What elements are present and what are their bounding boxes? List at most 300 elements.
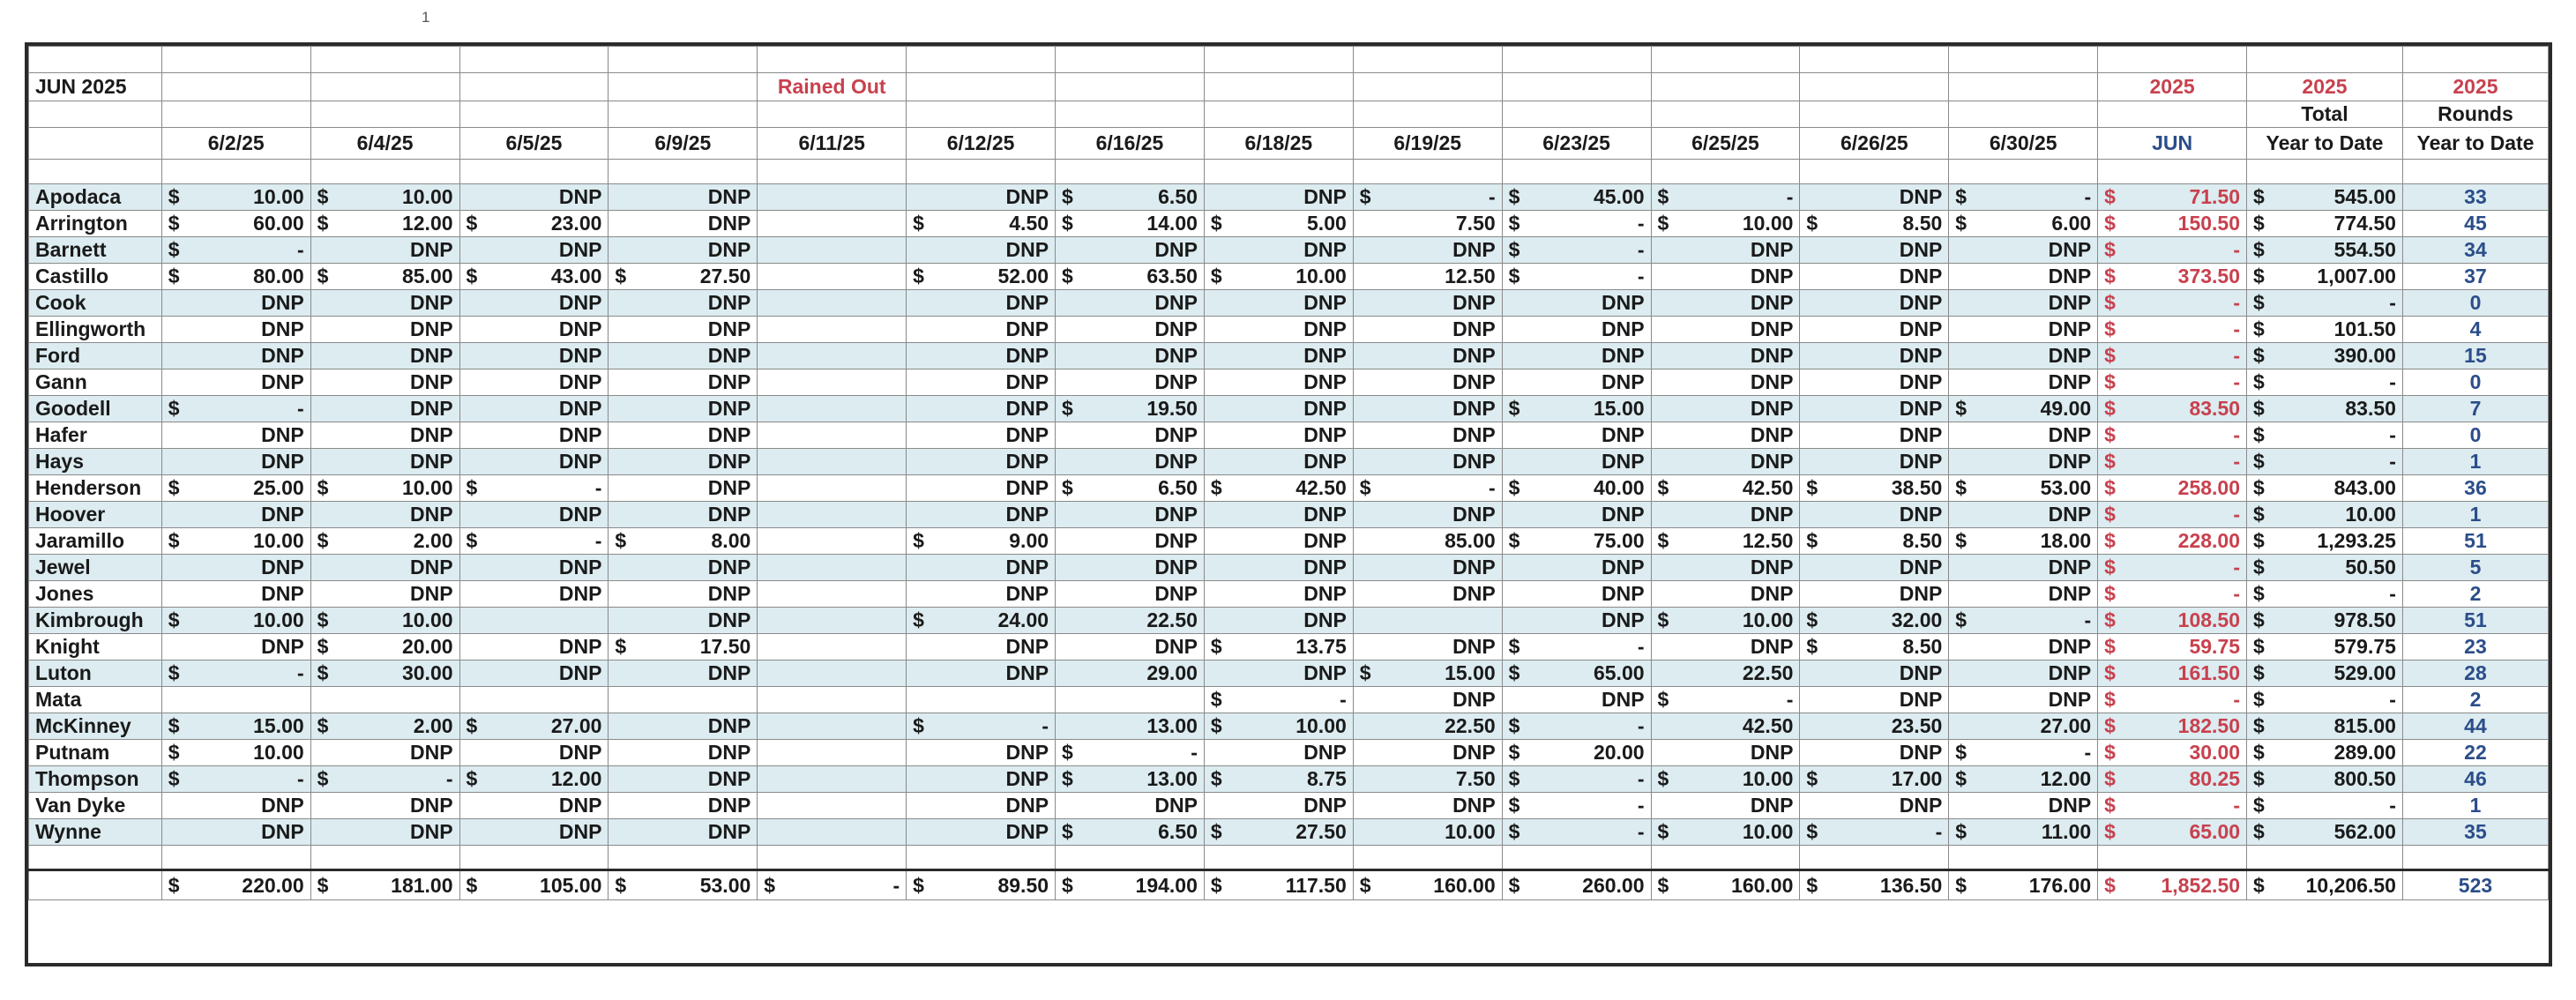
score-cell [310, 581, 459, 608]
cell-content [1806, 582, 1942, 606]
dollar-sign: $ [2104, 741, 2116, 764]
score-cell [1204, 634, 1353, 660]
empty-cell [609, 846, 758, 870]
cell-content [2253, 238, 2396, 262]
cell-content [1062, 238, 1198, 262]
score-cell [1204, 528, 1353, 555]
score-cell [1949, 555, 2098, 581]
dollar-sign: $ [1955, 820, 1967, 843]
cell-content [615, 291, 750, 315]
amount: 12.00 [2040, 767, 2092, 790]
rounds-cell: 36 [2402, 475, 2548, 502]
score-cell [1800, 793, 1949, 819]
amount: DNP [1899, 688, 1943, 711]
cell-content [467, 529, 602, 553]
dollar-sign: $ [2253, 317, 2265, 340]
jun-total-cell [2098, 449, 2247, 475]
dollar-sign: $ [913, 608, 924, 631]
date-header: 6/25/25 [1651, 128, 1800, 160]
amount: - [445, 767, 453, 790]
score-cell [1056, 608, 1205, 634]
cell-content [168, 767, 304, 791]
score-cell [310, 793, 459, 819]
score-cell [1502, 766, 1651, 793]
dollar-sign: $ [168, 608, 180, 631]
cell-content [913, 661, 1049, 685]
amount: DNP [409, 291, 453, 314]
dollar-sign: $ [615, 635, 627, 658]
cell-content [1211, 608, 1347, 632]
score-cell [310, 475, 459, 502]
amount: DNP [1452, 503, 1496, 526]
amount: DNP [558, 635, 602, 658]
amount: DNP [707, 741, 751, 764]
amount: DNP [707, 397, 751, 420]
cell-content [615, 820, 750, 844]
score-cell [1651, 608, 1800, 634]
player-name: Arrington [29, 211, 162, 237]
amount: - [296, 767, 304, 790]
dollar-sign: $ [2253, 212, 2265, 235]
score-cell [1949, 290, 2098, 317]
dollar-sign: $ [1210, 476, 1222, 499]
player-name: Wynne [29, 819, 162, 846]
amount: DNP [1005, 317, 1049, 340]
player-name: Cook [29, 290, 162, 317]
table-row [29, 634, 2549, 660]
empty-cell [1056, 687, 1205, 713]
score-cell [161, 396, 310, 422]
score-cell [459, 793, 609, 819]
jun-total-cell [2098, 211, 2247, 237]
dollar-sign: $ [1359, 661, 1371, 684]
jun-total-cell [2098, 422, 2247, 449]
amount: 49.00 [2040, 397, 2092, 420]
cell-content [467, 317, 602, 341]
dollar-sign: $ [1508, 767, 1520, 790]
dollar-sign: $ [1062, 767, 1073, 790]
score-cell [1949, 634, 2098, 660]
dollar-sign: $ [1508, 873, 1520, 897]
score-cell [161, 290, 310, 317]
dollar-sign: $ [2104, 635, 2116, 658]
cell-content [1062, 397, 1198, 421]
cell-content [1211, 582, 1347, 606]
score-cell [1800, 396, 1949, 422]
cell-content [913, 714, 1049, 738]
blank-row [29, 47, 2549, 73]
amount: DNP [558, 741, 602, 764]
cell-content [2104, 397, 2240, 421]
amount: DNP [1154, 238, 1198, 261]
jun-total-cell [2098, 184, 2247, 211]
amount: DNP [1750, 741, 1794, 764]
cell-content [1955, 450, 2091, 474]
dollar-sign: $ [466, 767, 478, 790]
score-cell [1800, 555, 1949, 581]
cell-content [1509, 608, 1645, 632]
amount: DNP [1154, 794, 1198, 817]
cell-content [317, 741, 453, 765]
amount: DNP [1750, 582, 1794, 605]
cell-content [2253, 317, 2396, 341]
amount: 71.50 [2189, 185, 2241, 208]
score-cell [1353, 211, 1502, 237]
amount: 8.75 [1307, 767, 1347, 790]
amount: - [1042, 714, 1049, 737]
jun-total-cell [2098, 555, 2247, 581]
amount: DNP [707, 714, 751, 737]
dollar-sign: $ [1955, 741, 1967, 764]
amount: - [1786, 185, 1794, 208]
cell-content [317, 291, 453, 315]
amount: 562.00 [2333, 820, 2396, 843]
score-cell [459, 343, 609, 369]
cell-content [1658, 397, 1794, 421]
dollar-sign: $ [1955, 185, 1967, 208]
score-cell [1651, 422, 1800, 449]
amount: DNP [409, 370, 453, 393]
jun-year-header: 2025 [2098, 73, 2247, 101]
cell-content [1360, 582, 1496, 606]
empty-cell [29, 846, 162, 870]
empty-cell [758, 766, 907, 793]
score-cell [310, 317, 459, 343]
dollar-sign: $ [1508, 397, 1520, 420]
amount: - [2389, 423, 2396, 446]
amount: DNP [1601, 450, 1645, 473]
cell-content [2253, 608, 2396, 632]
cell-content [1062, 529, 1198, 553]
amount: DNP [409, 794, 453, 817]
cell-content [1211, 238, 1347, 262]
score-cell [609, 264, 758, 290]
dollar-sign: $ [1210, 688, 1222, 711]
score-cell [1502, 264, 1651, 290]
rounds-cell: 1 [2402, 449, 2548, 475]
jun-total-cell [2098, 317, 2247, 343]
dollar-sign: $ [615, 873, 627, 897]
score-cell [1800, 264, 1949, 290]
cell-content [913, 741, 1049, 765]
cell-content [1806, 450, 1942, 474]
score-cell [1800, 660, 1949, 687]
score-cell [1502, 660, 1651, 687]
score-cell [1056, 819, 1205, 846]
score-cell [1502, 422, 1651, 449]
amount: 5.00 [1307, 212, 1347, 235]
cell-content [467, 820, 602, 844]
amount: DNP [261, 344, 304, 367]
dollar-sign: $ [2104, 317, 2116, 340]
cell-content [615, 556, 750, 579]
cell-content [317, 423, 453, 447]
score-cell [161, 369, 310, 396]
dollar-sign: $ [168, 529, 180, 552]
cell-content [913, 397, 1049, 421]
player-name: Knight [29, 634, 162, 660]
amount: DNP [1750, 794, 1794, 817]
amount: - [594, 476, 602, 499]
cell-content [317, 820, 453, 844]
score-cell [609, 449, 758, 475]
cell-content [1806, 608, 1942, 632]
cell-content [913, 265, 1049, 288]
cell-content [1360, 397, 1496, 421]
score-cell [1353, 740, 1502, 766]
empty-cell [310, 846, 459, 870]
jun-total-cell [2098, 634, 2247, 660]
score-cell [459, 237, 609, 264]
cell-content [317, 212, 453, 235]
cell-content [913, 582, 1049, 606]
ytd-total-cell [2247, 793, 2403, 819]
amount: DNP [409, 423, 453, 446]
player-name: Jewel [29, 555, 162, 581]
amount: 10.00 [1742, 767, 1794, 790]
amount: 978.50 [2333, 608, 2396, 631]
score-cell [310, 422, 459, 449]
amount: 6.50 [1158, 185, 1198, 208]
amount: DNP [1899, 344, 1943, 367]
amount: 85.00 [401, 265, 453, 287]
score-cell [1800, 687, 1949, 713]
cell-content [1509, 212, 1645, 235]
amount: 20.00 [1593, 741, 1645, 764]
dollar-sign: $ [2104, 238, 2116, 261]
cell-content [1658, 794, 1794, 817]
title-row [29, 73, 2549, 101]
cell-content [1360, 291, 1496, 315]
date-header: 6/16/25 [1056, 128, 1205, 160]
score-cell [1353, 475, 1502, 502]
amount: DNP [1899, 556, 1943, 578]
amount: DNP [1601, 503, 1645, 526]
amount: - [2233, 317, 2241, 340]
dollar-sign: $ [1508, 212, 1520, 235]
score-cell [1056, 475, 1205, 502]
amount: - [2233, 344, 2241, 367]
score-cell [1353, 237, 1502, 264]
score-cell [907, 264, 1056, 290]
cell-content [2253, 582, 2396, 606]
score-cell [907, 237, 1056, 264]
score-cell [609, 766, 758, 793]
amount: 45.00 [1593, 185, 1645, 208]
score-cell [1353, 819, 1502, 846]
score-cell [459, 396, 609, 422]
score-cell [459, 819, 609, 846]
ytd-total-cell [2247, 740, 2403, 766]
score-cell [1800, 449, 1949, 475]
empty-cell [1353, 608, 1502, 634]
amount: 15.00 [1593, 397, 1645, 420]
subheader-row [29, 101, 2549, 128]
cell-content [2253, 556, 2396, 579]
rounds-cell: 51 [2402, 528, 2548, 555]
amount: DNP [707, 317, 751, 340]
cell-content [2104, 767, 2240, 791]
dollar-sign: $ [1210, 714, 1222, 737]
jun-total-cell [2098, 793, 2247, 819]
cell-content [1360, 820, 1496, 844]
player-name: Barnett [29, 237, 162, 264]
ytd-header-line2: Year to Date [2247, 128, 2403, 160]
cell-content [1360, 423, 1496, 447]
score-cell [609, 660, 758, 687]
amount: - [2233, 556, 2241, 578]
score-cell [1800, 713, 1949, 740]
jun-total-cell [2098, 290, 2247, 317]
amount: DNP [2048, 265, 2092, 287]
cell-content [1509, 450, 1645, 474]
spacer-row [29, 846, 2549, 870]
score-cell [1502, 581, 1651, 608]
cell-content [2104, 185, 2240, 209]
score-cell [1204, 184, 1353, 211]
score-cell [1800, 317, 1949, 343]
cell-content [615, 503, 750, 526]
amount: 83.50 [2345, 397, 2396, 420]
amount: 10.00 [2345, 503, 2396, 526]
score-cell [459, 475, 609, 502]
empty-cell [1651, 846, 1800, 870]
cell-content [1509, 661, 1645, 685]
score-cell [1651, 343, 1800, 369]
empty-cell [758, 211, 907, 237]
month-title: JUN 2025 [29, 73, 162, 101]
score-cell [310, 237, 459, 264]
amount: DNP [1005, 503, 1049, 526]
table-row [29, 740, 2549, 766]
empty-cell [758, 475, 907, 502]
dollar-sign: $ [1508, 714, 1520, 737]
cell-content [1509, 503, 1645, 526]
amount: DNP [1601, 688, 1645, 711]
cell-content [1211, 661, 1347, 685]
amount: 27.00 [550, 714, 602, 737]
cell-content [1955, 265, 2091, 288]
amount: 10.00 [1445, 820, 1496, 843]
cell-content [467, 291, 602, 315]
amount: DNP [1750, 556, 1794, 578]
jun-grand-total [2098, 870, 2247, 900]
score-cell [1502, 713, 1651, 740]
amount: 182.50 [2177, 714, 2241, 737]
score-cell [310, 449, 459, 475]
score-cell [459, 184, 609, 211]
score-cell [907, 422, 1056, 449]
score-cell [459, 290, 609, 317]
amount: 30.00 [401, 661, 453, 684]
cell-content [1211, 874, 1347, 898]
cell-content [1360, 688, 1496, 712]
empty-cell [758, 184, 907, 211]
cell-content [1955, 767, 2091, 791]
score-cell [310, 713, 459, 740]
amount: - [1488, 185, 1496, 208]
dollar-sign: $ [2104, 476, 2116, 499]
amount: DNP [1005, 794, 1049, 817]
amount: - [594, 529, 602, 552]
dollar-sign: $ [1062, 873, 1073, 897]
score-cell [1800, 290, 1949, 317]
amount: DNP [1750, 397, 1794, 420]
date-total-cell [907, 870, 1056, 900]
table-row [29, 819, 2549, 846]
dollar-sign: $ [2104, 556, 2116, 578]
player-name: Castillo [29, 264, 162, 290]
score-cell [1651, 475, 1800, 502]
cell-content [317, 661, 453, 685]
score-cell [459, 264, 609, 290]
score-cell [1204, 819, 1353, 846]
amount: 545.00 [2333, 185, 2396, 208]
table-row [29, 317, 2549, 343]
amount: 7.50 [1455, 212, 1496, 235]
cell-content [467, 794, 602, 817]
score-cell [1502, 687, 1651, 713]
jun-total-cell [2098, 740, 2247, 766]
score-cell [161, 264, 310, 290]
cell-content [1955, 635, 2091, 659]
score-cell [1502, 317, 1651, 343]
amount: - [2233, 794, 2241, 817]
table-row [29, 369, 2549, 396]
cell-content [317, 529, 453, 553]
date-header: 6/19/25 [1353, 128, 1502, 160]
amount: DNP [261, 820, 304, 843]
score-cell [1056, 555, 1205, 581]
jun-total-cell [2098, 528, 2247, 555]
cell-content [168, 741, 304, 765]
dollar-sign: $ [2104, 714, 2116, 737]
dollar-sign: $ [2253, 794, 2265, 817]
amount: DNP [2048, 238, 2092, 261]
dollar-sign: $ [2253, 608, 2265, 631]
cell-content [1955, 238, 2091, 262]
dollar-sign: $ [2253, 688, 2265, 711]
cell-content [1658, 185, 1794, 209]
dollar-sign: $ [1955, 212, 1967, 235]
dollar-sign: $ [1210, 767, 1222, 790]
score-cell [1800, 581, 1949, 608]
cell-content [1211, 767, 1347, 791]
cell-content [1211, 688, 1347, 712]
cell-content [1062, 450, 1198, 474]
score-cell [1353, 290, 1502, 317]
amount: DNP [707, 450, 751, 473]
cell-content [1658, 212, 1794, 235]
dollar-sign: $ [168, 212, 180, 235]
cell-content [913, 503, 1049, 526]
amount: 22.50 [1742, 661, 1794, 684]
score-cell [1949, 343, 2098, 369]
score-cell [1949, 422, 2098, 449]
score-cell [459, 211, 609, 237]
dollar-sign: $ [764, 873, 776, 897]
score-cell [1651, 687, 1800, 713]
cell-content [168, 238, 304, 262]
score-cell [310, 264, 459, 290]
amount: DNP [707, 608, 751, 631]
amount: - [2389, 370, 2396, 393]
score-cell [609, 343, 758, 369]
cell-content [467, 661, 602, 685]
amount: DNP [261, 317, 304, 340]
cell-content [1955, 291, 2091, 315]
dollar-sign: $ [466, 873, 478, 897]
